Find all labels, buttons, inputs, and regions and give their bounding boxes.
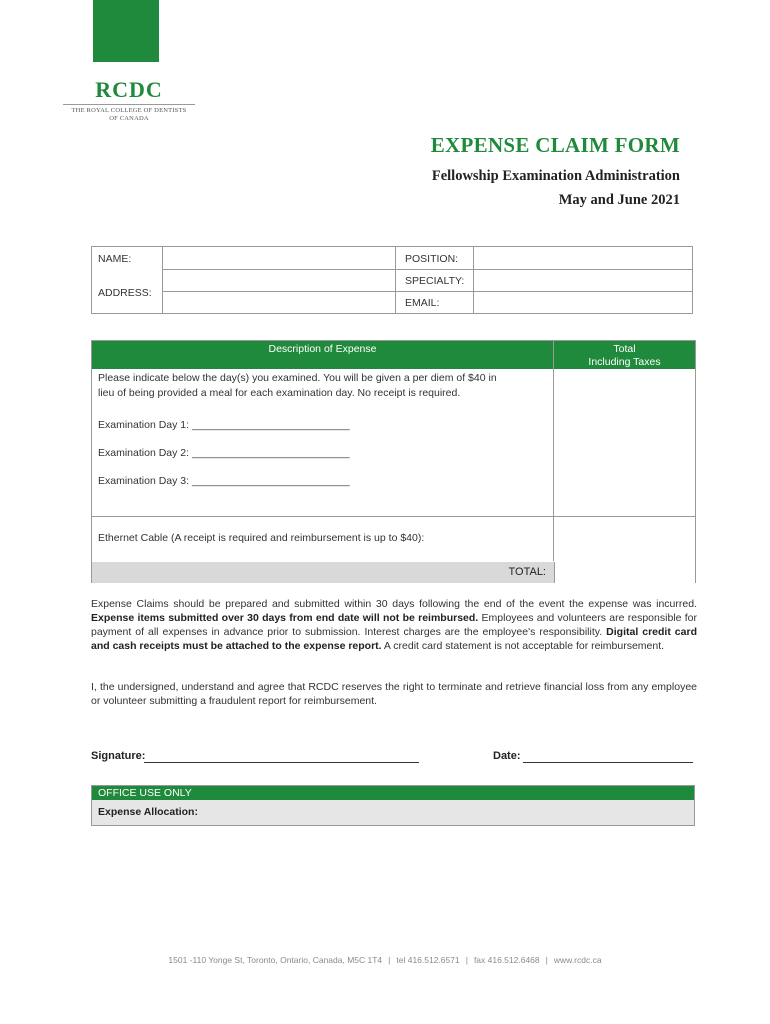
ethernet-total-field[interactable] <box>554 517 694 561</box>
policy-text: A credit card statement is not acceptable for reimbursement. <box>381 640 665 652</box>
address-label: ADDRESS: <box>98 287 152 299</box>
date-label: Date: <box>493 750 521 762</box>
exam-day3-field[interactable]: Examination Day 3: ___________________________ <box>98 475 350 487</box>
position-label: POSITION: <box>405 253 459 265</box>
form-subtitle: Fellowship Examination Administration <box>431 168 680 184</box>
signature-label: Signature: <box>91 750 146 762</box>
exam-day2-field[interactable]: Examination Day 2: ___________________________ <box>98 447 350 459</box>
policy-text: Employees and volunteers are responsible for payment of all expenses in advance prior to submission. Interest charges are the employee's responsibility. <box>91 612 697 638</box>
form-title: EXPENSE CLAIM FORM <box>430 133 680 157</box>
specialty-field[interactable] <box>474 270 692 291</box>
name-field[interactable] <box>163 248 394 269</box>
email-field[interactable] <box>474 292 692 313</box>
logo-wordmark: RCDC <box>95 77 163 102</box>
personal-info-table <box>91 246 693 314</box>
grand-total-field[interactable] <box>555 562 695 583</box>
signature-field[interactable] <box>144 762 419 763</box>
logo-subtitle-line2: OF CANADA <box>109 115 149 122</box>
brand-color-block <box>93 0 159 62</box>
footer-separator: | <box>465 955 468 965</box>
total-header-line2: Including Taxes <box>588 356 661 368</box>
total-row <box>92 562 695 583</box>
logo-divider <box>63 104 195 105</box>
office-use-section <box>91 785 695 826</box>
total-header <box>554 343 695 369</box>
footer-website-link[interactable]: www.rcdc.ca <box>553 955 602 965</box>
description-header: Description of Expense <box>268 343 377 355</box>
position-field[interactable] <box>474 248 692 269</box>
date-field[interactable] <box>523 762 693 763</box>
name-label: NAME: <box>98 253 132 265</box>
footer-fax: fax 416.512.6468 <box>473 955 540 965</box>
logo-subtitle-line1: THE ROYAL COLLEGE OF DENTISTS <box>71 107 187 114</box>
footer-address: 1501 -110 Yonge St, Toronto, Ontario, Canada, M5C 1T4 <box>168 955 383 965</box>
footer <box>0 955 770 965</box>
divider <box>395 247 396 313</box>
footer-separator: | <box>545 955 548 965</box>
exam-day1-field[interactable]: Examination Day 1: ___________________________ <box>98 419 350 431</box>
ethernet-cable-item: Ethernet Cable (A receipt is required and reimbursement is up to $40): <box>98 532 425 544</box>
address-field-line2[interactable] <box>163 292 394 313</box>
footer-separator: | <box>388 955 391 965</box>
policy-deadline-warning: Expense items submitted over 30 days from end date will not be reimbursed. <box>91 612 479 624</box>
per-diem-total-field[interactable] <box>554 370 694 516</box>
expense-table-header <box>92 341 695 369</box>
per-diem-instructions <box>98 371 548 401</box>
office-use-header: OFFICE USE ONLY <box>92 786 694 800</box>
specialty-label: SPECIALTY: <box>405 275 465 287</box>
address-field-line1[interactable] <box>163 270 394 291</box>
policy-text: Expense Claims should be prepared and submitted within 30 days following the end of the event the expense was incurred. <box>91 598 697 610</box>
submission-policy <box>91 597 697 653</box>
total-header-line1: Total <box>613 343 636 355</box>
policy-receipts-warning: Digital credit card and cash receipts must be attached to the expense report. <box>91 626 697 652</box>
footer-phone: tel 416.512.6571 <box>396 955 460 965</box>
email-label: EMAIL: <box>405 297 440 309</box>
fraud-agreement: I, the undersigned, understand and agree that RCDC reserves the right to terminate and retrieve financial loss from any employee or volunteer submitting a fraudulent report for reimbursement. <box>91 681 697 707</box>
total-label: TOTAL: <box>508 566 546 578</box>
instruction-line: Please indicate below the day(s) you examined. You will be given a per diem of $40 in <box>98 372 497 384</box>
instruction-line: lieu of being provided a meal for each examination day. No receipt is required. <box>98 387 461 399</box>
form-date-range: May and June 2021 <box>558 192 680 208</box>
expense-table <box>91 340 696 583</box>
rcdc-logo <box>55 78 203 123</box>
expense-allocation-label: Expense Allocation: <box>92 800 694 825</box>
